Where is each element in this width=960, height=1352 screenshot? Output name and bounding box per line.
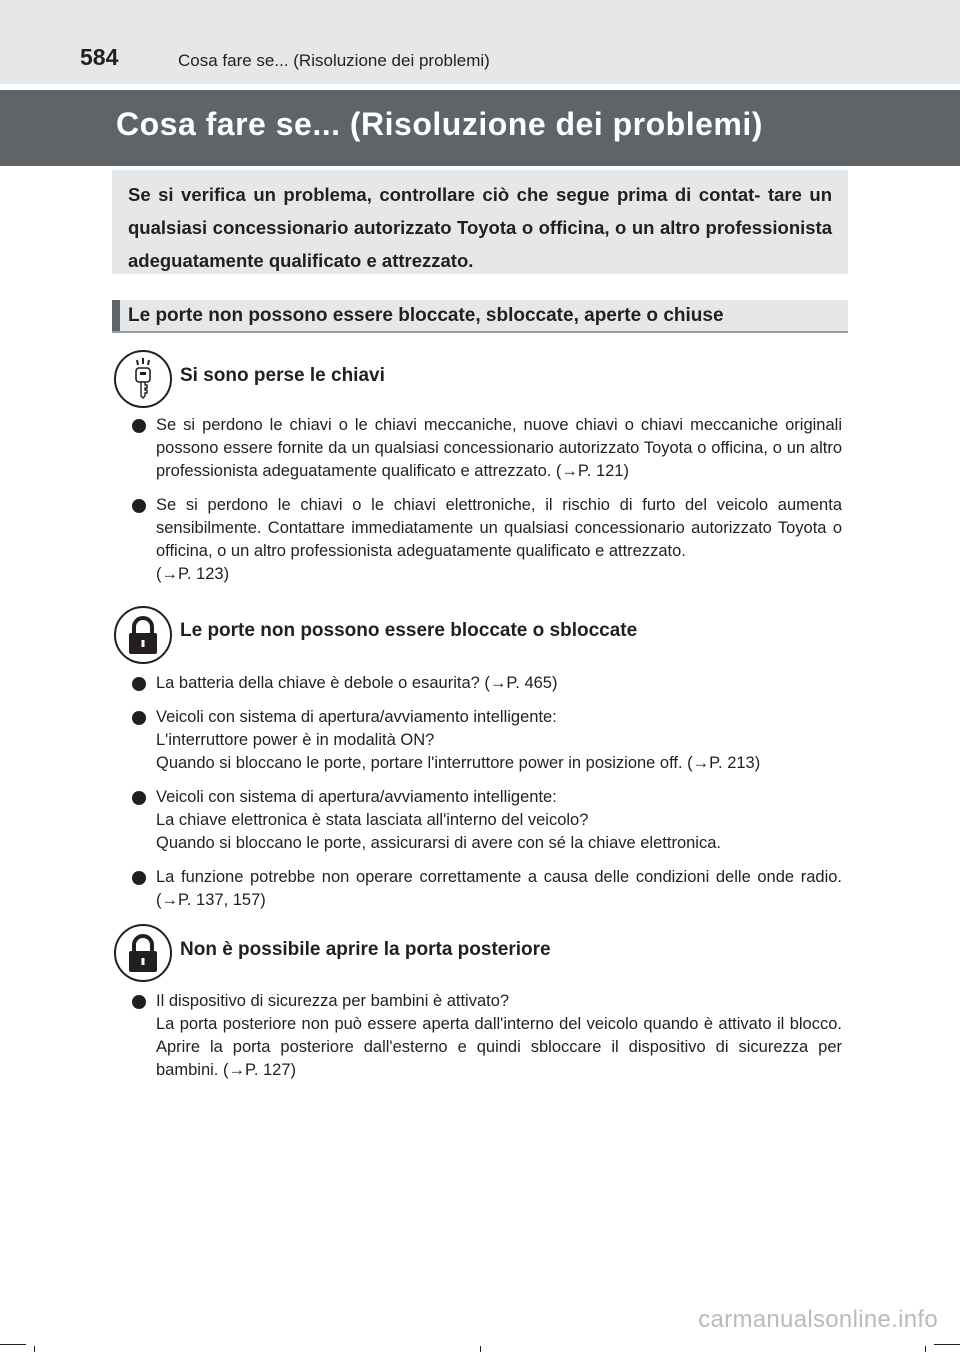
list-item: Il dispositivo di sicurezza per bambini è attivato? La porta posteriore non può essere aperta dall'interno del veicolo quando è attivato il blocco. Aprire la porta posteriore dall'esterno e quindi sbloccare il dispositivo di sicurezza per bambini. (→P. 127) [130,990,842,1082]
key-icon [114,350,172,408]
crop-mark [925,1346,926,1352]
bullet-dot [132,677,146,691]
list-item: La batteria della chiave è debole o esaurita? (→P. 465) [130,672,842,695]
subheading-lost-keys: Si sono perse le chiavi [180,365,385,386]
bullet-dot [132,499,146,513]
bullet-dot [132,419,146,433]
running-head: Cosa fare se... (Risoluzione dei problemi) [178,51,490,70]
intro-text: Se si verifica un problema, controllare ciò che segue prima di contat- tare un qualsiasi concessionario autorizzato Toyota o officina, o un altro professionista adeguatamente qualificato e attrezzato. [128,184,832,271]
list-rear-door [130,990,842,1093]
crop-mark [934,1344,960,1345]
subheading-rear-door: Non è possibile aprire la porta posteriore [180,939,551,960]
list-item: Se si perdono le chiavi o le chiavi elettroniche, il rischio di furto del veicolo aumenta sensibilmente. Contattare immediatamente un qualsiasi concessionario autorizzato Toyota o officina, o un altro professionista adeguatamente qualificato e attrezzato. (→P. 123) [130,494,842,586]
page-number: 584 [80,44,119,70]
padlock-icon [114,606,172,664]
crop-mark [34,1346,35,1352]
subheading-doors-lock: Le porte non possono essere bloccate o sbloccate [180,620,638,641]
crop-mark [480,1346,481,1352]
section-heading: Le porte non possono essere bloccate, sbloccate, aperte o chiuse [128,305,724,326]
list-item: Se si perdono le chiavi o le chiavi meccaniche, nuove chiavi o chiavi meccaniche originali possono essere fornite da un qualsiasi concessionario autorizzato Toyota o officina, o un altro professionista adeguatamente qualificato e attrezzato. (→P. 121) [130,414,842,483]
bullet-dot [132,995,146,1009]
section-accent [112,300,120,332]
watermark: carmanualsonline.info [698,1306,938,1333]
crop-mark [0,1344,26,1345]
list-item: Veicoli con sistema di apertura/avviamento intelligente: La chiave elettronica è stata lasciata all'interno del veicolo? Quando si bloccano le porte, assicurarsi di avere con sé la chiave elettronica. [130,786,842,855]
section-underline [112,331,848,333]
list-doors-lock [130,672,842,923]
header-band [0,0,960,84]
bullet-dot [132,871,146,885]
bullet-dot [132,791,146,805]
bullet-dot [132,711,146,725]
page-title: Cosa fare se... (Risoluzione dei problemi) [116,106,763,142]
list-item: Veicoli con sistema di apertura/avviamento intelligente: L'interruttore power è in modalità ON? Quando si bloccano le porte, portare l'interruttore power in posizione off. (→P. 213) [130,706,842,775]
list-lost-keys [130,414,842,597]
padlock-icon [114,924,172,982]
list-item: La funzione potrebbe non operare correttamente a causa delle condizioni delle onde radio. (→P. 137, 157) [130,866,842,912]
